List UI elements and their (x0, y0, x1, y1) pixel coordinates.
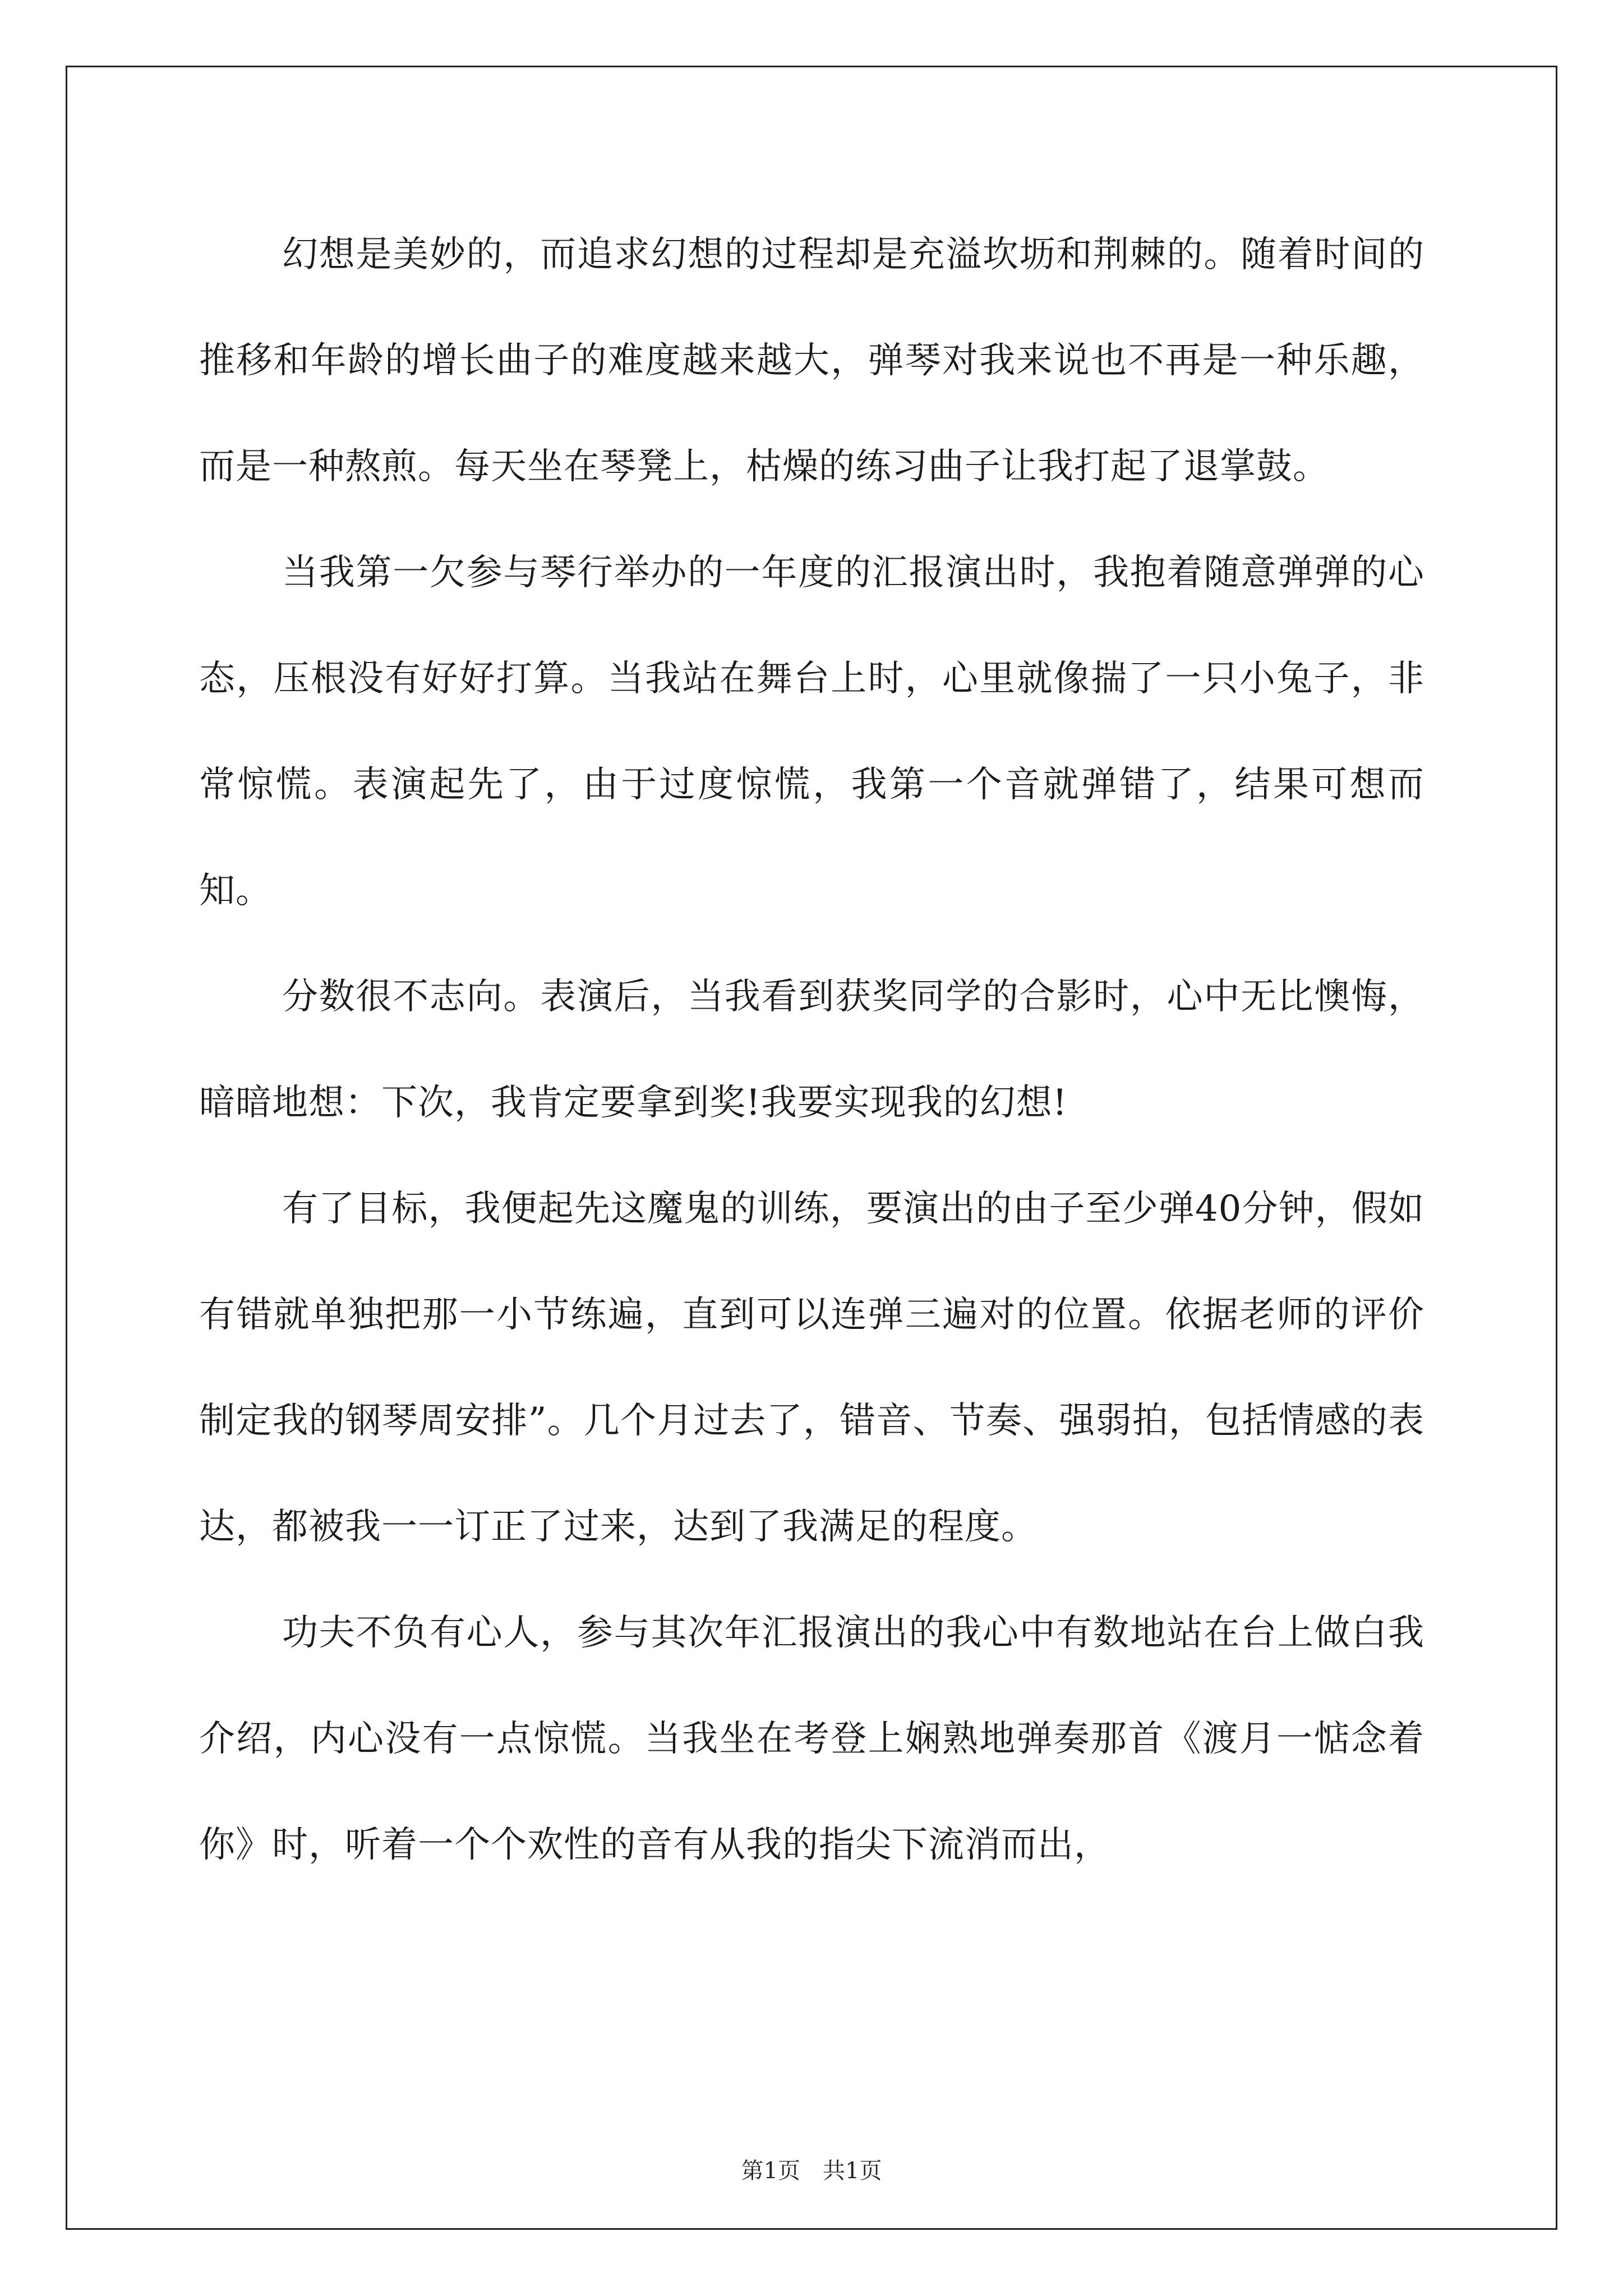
page-number-footer: 第1页 共1页 (741, 2158, 882, 2184)
paragraph-5: 功夫不负有心人，参与其次年汇报演出的我心中有数地站在台上做白我介绍，内心没有一点惊慌。当我坐在考登上娴熟地弹奏那首《渡月一惦念着你》时，听着一个个欢性的音有从我的指尖下流消而出， (199, 1612, 1424, 1866)
paragraph-1: 幻想是美妙的，而追求幻想的过程却是充溢坎坜和荆棘的。随着时间的推移和年龄的增长曲子的难度越来越大，弹琴对我来说也不再是一种乐趣，而是一种熬煎。每天坐在琴凳上，枯燥的练习曲子让我打起了退掌鼓。 (199, 234, 1424, 487)
paragraph-4: 有了目标，我便起先这魔鬼的训练，要演出的由子至少弹40分钟，假如有错就单独把那一小节练遍，直到可以连弹三遍对的位置。依据老师的评价制定我的钢琴周安排”。几个月过去了，错音、节奏、强弱拍，包括情感的表达，都被我一一订正了过来，达到了我满足的程度。 (199, 1188, 1424, 1548)
document-body (199, 202, 1424, 1898)
paragraph-3: 分数很不志向。表演后，当我看到获奖同学的合影时，心中无比懊悔，暗暗地想：下次，我肯定要拿到奖!我要实现我的幻想! (199, 976, 1424, 1124)
paragraph-2: 当我第一欠参与琴行举办的一年度的汇报演出时，我抱着随意弹弹的心态，压根没有好好打算。当我站在舞台上时，心里就像揣了一只小兔子，非常惊慌。表演起先了，由于过度惊慌，我第一个音就弹错了，结果可想而知。 (199, 552, 1424, 912)
